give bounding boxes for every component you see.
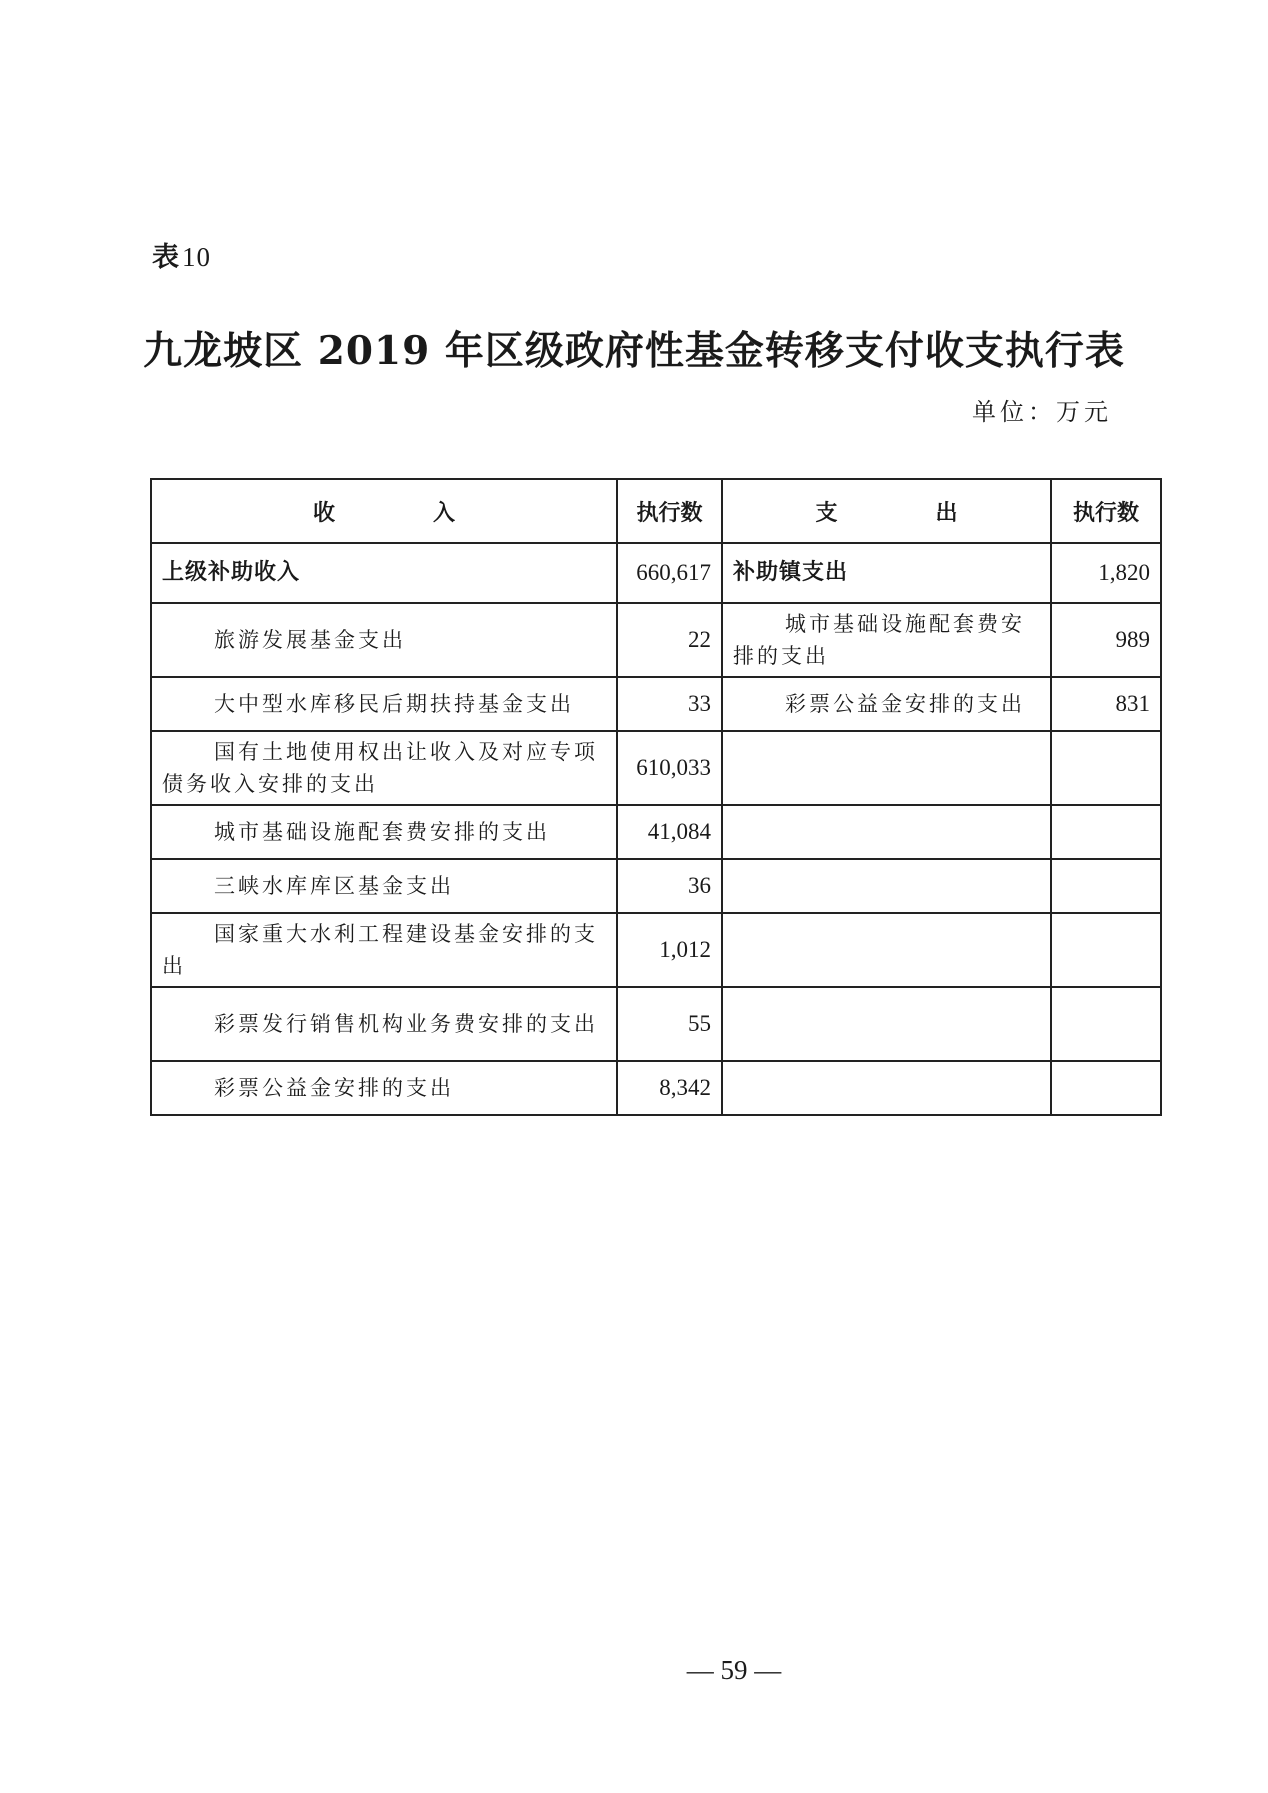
table-row: [151, 731, 1161, 805]
expense-value: [1051, 987, 1161, 1061]
income-value: 8,342: [617, 1061, 722, 1115]
income-value: 22: [617, 603, 722, 677]
income-value: 610,033: [617, 731, 722, 805]
expense-total-value: 1,820: [1051, 543, 1161, 603]
column-header-income-value: 执行数: [617, 479, 722, 543]
table-row: [151, 677, 1161, 731]
table-label: [152, 235, 211, 274]
expense-value: [1051, 731, 1161, 805]
expense-item: [722, 987, 1051, 1061]
table-row: [151, 805, 1161, 859]
expense-item: 城市基础设施配套费安排的支出: [722, 603, 1051, 677]
table-row: [151, 859, 1161, 913]
expense-item: [722, 859, 1051, 913]
column-header-expense: 支 出: [722, 479, 1051, 543]
income-item: 彩票公益金安排的支出: [151, 1061, 617, 1115]
income-value: 36: [617, 859, 722, 913]
table-row: [151, 913, 1161, 987]
income-value: 1,012: [617, 913, 722, 987]
income-item: 旅游发展基金支出: [151, 603, 617, 677]
expense-value: 989: [1051, 603, 1161, 677]
income-total-value: 660,617: [617, 543, 722, 603]
expense-item: 彩票公益金安排的支出: [722, 677, 1051, 731]
income-item: 三峡水库库区基金支出: [151, 859, 617, 913]
expense-item: [722, 731, 1051, 805]
table-row: [151, 987, 1161, 1061]
expense-value: [1051, 805, 1161, 859]
income-item: 国有土地使用权出让收入及对应专项债务收入安排的支出: [151, 731, 617, 805]
expense-item: [722, 1061, 1051, 1115]
expense-item: [722, 913, 1051, 987]
table-header-row: [151, 479, 1161, 543]
document-title: 九龙坡区 2019 年区级政府性基金转移支付收支执行表: [143, 328, 1125, 374]
income-total-name: 上级补助收入: [151, 543, 617, 603]
expense-value: [1051, 1061, 1161, 1115]
table-number: 10: [182, 242, 211, 272]
column-header-expense-value: 执行数: [1051, 479, 1161, 543]
income-item: 国家重大水利工程建设基金安排的支出: [151, 913, 617, 987]
page-number: — 59 —: [686, 1655, 782, 1685]
expense-total-name: 补助镇支出: [722, 543, 1051, 603]
income-item: 彩票发行销售机构业务费安排的支出: [151, 987, 617, 1061]
income-value: 41,084: [617, 805, 722, 859]
table-label-text: 表: [152, 242, 180, 273]
income-item: 大中型水库移民后期扶持基金支出: [151, 677, 617, 731]
table-row-total: [151, 543, 1161, 603]
table-row: [151, 1061, 1161, 1115]
fund-transfer-table: [150, 478, 1162, 1116]
expense-value: [1051, 859, 1161, 913]
income-value: 33: [617, 677, 722, 731]
expense-value: 831: [1051, 677, 1161, 731]
unit-label: 单位：万元: [972, 398, 1112, 426]
column-header-income: 收 入: [151, 479, 617, 543]
income-item: 城市基础设施配套费安排的支出: [151, 805, 617, 859]
expense-item: [722, 805, 1051, 859]
table-row: [151, 603, 1161, 677]
income-value: 55: [617, 987, 722, 1061]
expense-value: [1051, 913, 1161, 987]
